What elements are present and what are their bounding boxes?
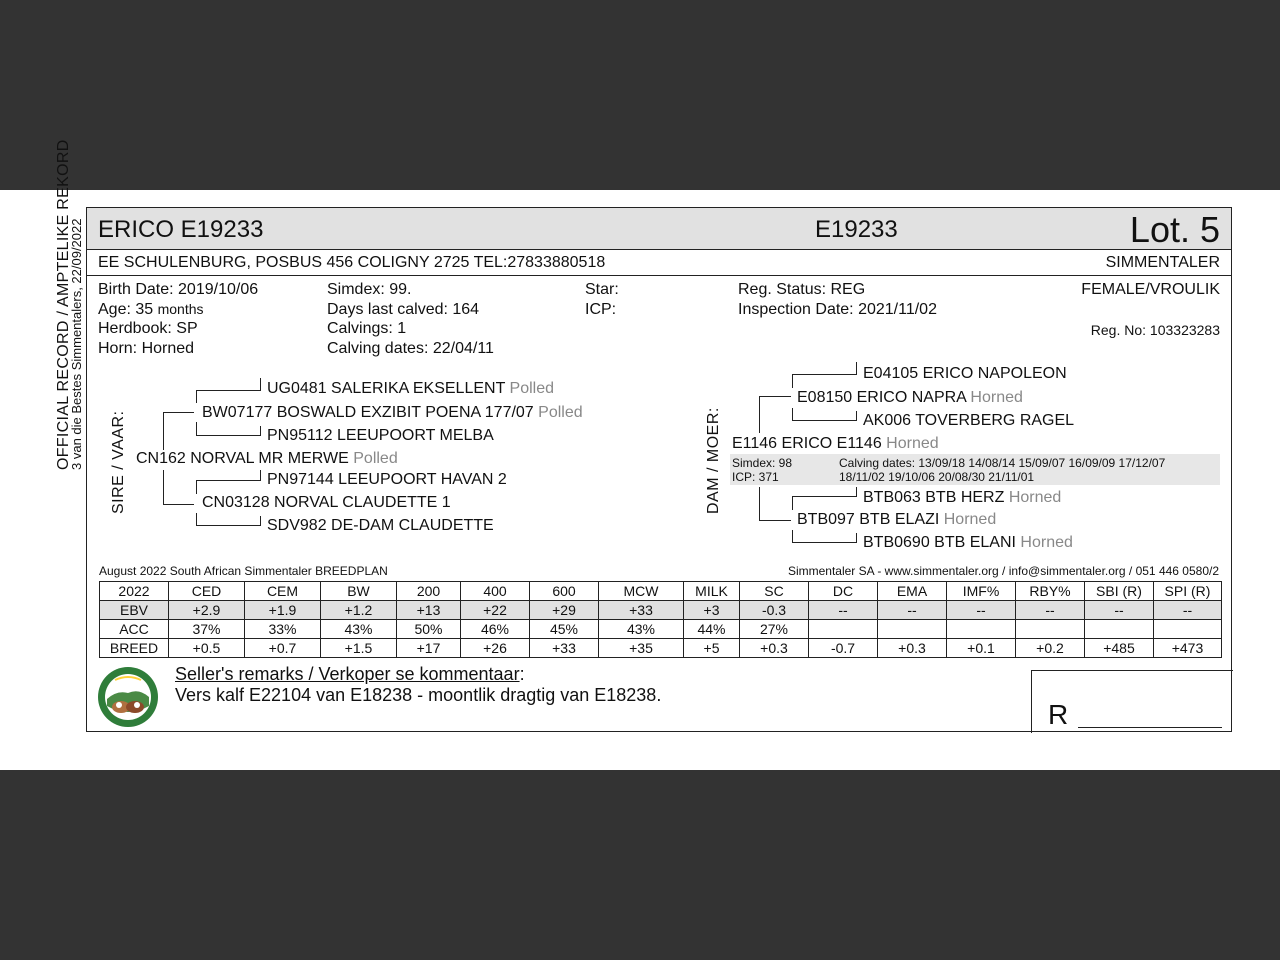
breedplan-cell: 46%	[461, 620, 530, 639]
breedplan-cell: +0.2	[1016, 639, 1085, 658]
breedplan-cell: --	[1016, 601, 1085, 620]
icp: ICP:	[585, 301, 617, 318]
reg-number: Reg. No: 103323283	[1090, 322, 1220, 338]
breedplan-header-cell: SBI (R)	[1085, 582, 1154, 601]
dam-label: DAM / MOER:	[705, 407, 722, 514]
breedplan-row	[100, 582, 1222, 601]
dam-calving-dates: Calving dates: 13/09/18 14/08/14 15/09/07 16/09/09 17/12/07	[839, 456, 1166, 470]
sex: FEMALE/VROULIK	[1081, 281, 1220, 298]
breedplan-cell: +13	[397, 601, 461, 620]
sire-dam: CN03128 NORVAL CLAUDETTE 1	[202, 494, 451, 511]
inspection-date: Inspection Date: 2021/11/02	[738, 301, 937, 318]
age: Age: 35 months	[98, 301, 204, 318]
breedplan-cell: ACC	[100, 620, 169, 639]
breedplan-header-cell: 600	[530, 582, 599, 601]
breedplan-cell: +1.9	[245, 601, 321, 620]
breedplan-header-cell: MCW	[599, 582, 684, 601]
calving-dates: Calving dates: 22/04/11	[327, 340, 494, 357]
horn-status: Horn: Horned	[98, 340, 195, 357]
dam-dam-sire: BTB063 BTB HERZ Horned	[863, 489, 1062, 506]
breedplan-header-cell: 2022	[100, 582, 169, 601]
remarks-title: Seller's remarks / Verkoper se kommentaar:	[175, 664, 525, 684]
animal-name: ERICO E19233	[98, 216, 264, 243]
breedplan-cell: -0.7	[809, 639, 878, 658]
breedplan-cell: +0.5	[169, 639, 245, 658]
breedplan-cell: --	[947, 601, 1016, 620]
result-box	[1031, 670, 1233, 733]
dam-sire-dam: AK006 TOVERBERG RAGEL	[863, 412, 1075, 429]
breedplan-header-cell: RBY%	[1016, 582, 1085, 601]
simdex: Simdex: 99.	[327, 281, 412, 298]
breedplan-header-cell: CED	[169, 582, 245, 601]
breedplan-cell	[947, 620, 1016, 639]
sire-dam-sire: PN97144 LEEUPOORT HAVAN 2	[267, 471, 507, 488]
breedplan-header-cell: IMF%	[947, 582, 1016, 601]
breedplan-cell: --	[1154, 601, 1222, 620]
result-letter: R	[1048, 699, 1069, 730]
days-last-calved: Days last calved: 164	[327, 301, 480, 318]
breedplan-cell: 33%	[245, 620, 321, 639]
animal-code: E19233	[815, 216, 898, 243]
simmentaler-logo-icon	[97, 666, 159, 728]
card-header	[87, 208, 1231, 250]
breedplan-cell	[1085, 620, 1154, 639]
breedplan-cell: +1.2	[321, 601, 397, 620]
breedplan-cell	[1154, 620, 1222, 639]
remarks-text: Vers kalf E22104 van E18238 - moontlik dragtig van E18238.	[175, 685, 662, 705]
breedplan-cell: +0.3	[878, 639, 947, 658]
dam-simdex: Simdex: 98	[732, 456, 793, 470]
breedplan-cell: 44%	[684, 620, 740, 639]
breedplan-source: August 2022 South African Simmentaler BREEDPLAN	[99, 564, 388, 578]
breedplan-cell: +3	[684, 601, 740, 620]
sire-sire-dam: PN95112 LEEUPOORT MELBA	[267, 427, 494, 444]
owner-address: EE SCHULENBURG, POSBUS 456 COLIGNY 2725 TEL:27833880518	[98, 254, 606, 271]
lot-number: Lot. 5	[1129, 209, 1220, 250]
event-label: 3 van die Bestes Simmentalers, 22/09/2022	[69, 218, 84, 470]
breedplan-cell: 43%	[321, 620, 397, 639]
breedplan-row	[100, 601, 1222, 620]
breedplan-cell: +33	[599, 601, 684, 620]
breedplan-cell: +2.9	[169, 601, 245, 620]
breedplan-header-cell: SPI (R)	[1154, 582, 1222, 601]
breedplan-table	[99, 581, 1222, 658]
breed-name: SIMMENTALER	[1105, 254, 1220, 271]
breedplan-cell: +485	[1085, 639, 1154, 658]
breedplan-cell	[878, 620, 947, 639]
breedplan-header-cell: EMA	[878, 582, 947, 601]
reg-status: Reg. Status: REG	[738, 281, 866, 298]
sire-dam-dam: SDV982 DE-DAM CLAUDETTE	[267, 517, 494, 534]
breedplan-cell: +5	[684, 639, 740, 658]
dam-sire: E08150 ERICO NAPRA Horned	[797, 389, 1023, 406]
breedplan-header-cell: SC	[740, 582, 809, 601]
breedplan-cell: +0.3	[740, 639, 809, 658]
breedplan-cell: --	[1085, 601, 1154, 620]
sire-label: SIRE / VAAR:	[110, 410, 127, 514]
breedplan-cell: +33	[530, 639, 599, 658]
breedplan-header-cell: 400	[461, 582, 530, 601]
dam-icp: ICP: 371	[732, 470, 779, 484]
breedplan-cell: -0.3	[740, 601, 809, 620]
dam-sire-sire: E04105 ERICO NAPOLEON	[863, 365, 1067, 382]
breedplan-cell: +26	[461, 639, 530, 658]
dam-notes	[730, 454, 1220, 485]
calvings: Calvings: 1	[327, 320, 407, 337]
breedplan-cell	[1016, 620, 1085, 639]
birth-date: Birth Date: 2019/10/06	[98, 281, 259, 298]
breedplan-cell: EBV	[100, 601, 169, 620]
breedplan-header-cell: 200	[397, 582, 461, 601]
star: Star:	[585, 281, 619, 298]
dam-name: E1146 ERICO E1146 Horned	[732, 435, 939, 452]
breedplan-cell: +0.7	[245, 639, 321, 658]
breedplan-row	[100, 620, 1222, 639]
sire-name: CN162 NORVAL MR MERWE Polled	[136, 450, 398, 467]
sire-sire-sire: UG0481 SALERIKA EKSELLENT Polled	[267, 380, 554, 397]
breedplan-header-cell: CEM	[245, 582, 321, 601]
breedplan-cell: 37%	[169, 620, 245, 639]
breedplan-header-cell: DC	[809, 582, 878, 601]
official-record-label: OFFICIAL RECORD / AMPTELIKE REKORD	[55, 139, 72, 470]
breedplan-cell: --	[809, 601, 878, 620]
breedplan-cell: 43%	[599, 620, 684, 639]
herdbook: Herdbook: SP	[98, 320, 198, 337]
breedplan-cell: 27%	[740, 620, 809, 639]
dam-calving-dates-2: 18/11/02 19/10/06 20/08/30 21/11/01	[839, 470, 1035, 484]
age-unit: months	[157, 301, 204, 317]
breedplan-header-cell: BW	[321, 582, 397, 601]
result-line[interactable]	[1078, 727, 1222, 728]
breedplan-cell: +0.1	[947, 639, 1016, 658]
breedplan-cell: +17	[397, 639, 461, 658]
breedplan-cell: --	[878, 601, 947, 620]
breedplan-cell	[809, 620, 878, 639]
lot-card	[86, 207, 1232, 732]
breedplan-cell: +35	[599, 639, 684, 658]
dam-dam-dam: BTB0690 BTB ELANI Horned	[863, 534, 1073, 551]
breedplan-contact: Simmentaler SA - www.simmentaler.org / info@simmentaler.org / 051 446 0580/2	[787, 564, 1219, 578]
breedplan-cell: +22	[461, 601, 530, 620]
breedplan-cell: 50%	[397, 620, 461, 639]
owner-row	[87, 250, 1231, 276]
sire-sire: BW07177 BOSWALD EXZIBIT POENA 177/07 Polled	[202, 404, 583, 421]
breedplan-cell: +1.5	[321, 639, 397, 658]
breedplan-row	[100, 639, 1222, 658]
breedplan-header-cell: MILK	[684, 582, 740, 601]
breedplan-cell: 45%	[530, 620, 599, 639]
dam-dam: BTB097 BTB ELAZI Horned	[797, 511, 997, 528]
breedplan-cell: +29	[530, 601, 599, 620]
breedplan-cell: +473	[1154, 639, 1222, 658]
breedplan-cell: BREED	[100, 639, 169, 658]
